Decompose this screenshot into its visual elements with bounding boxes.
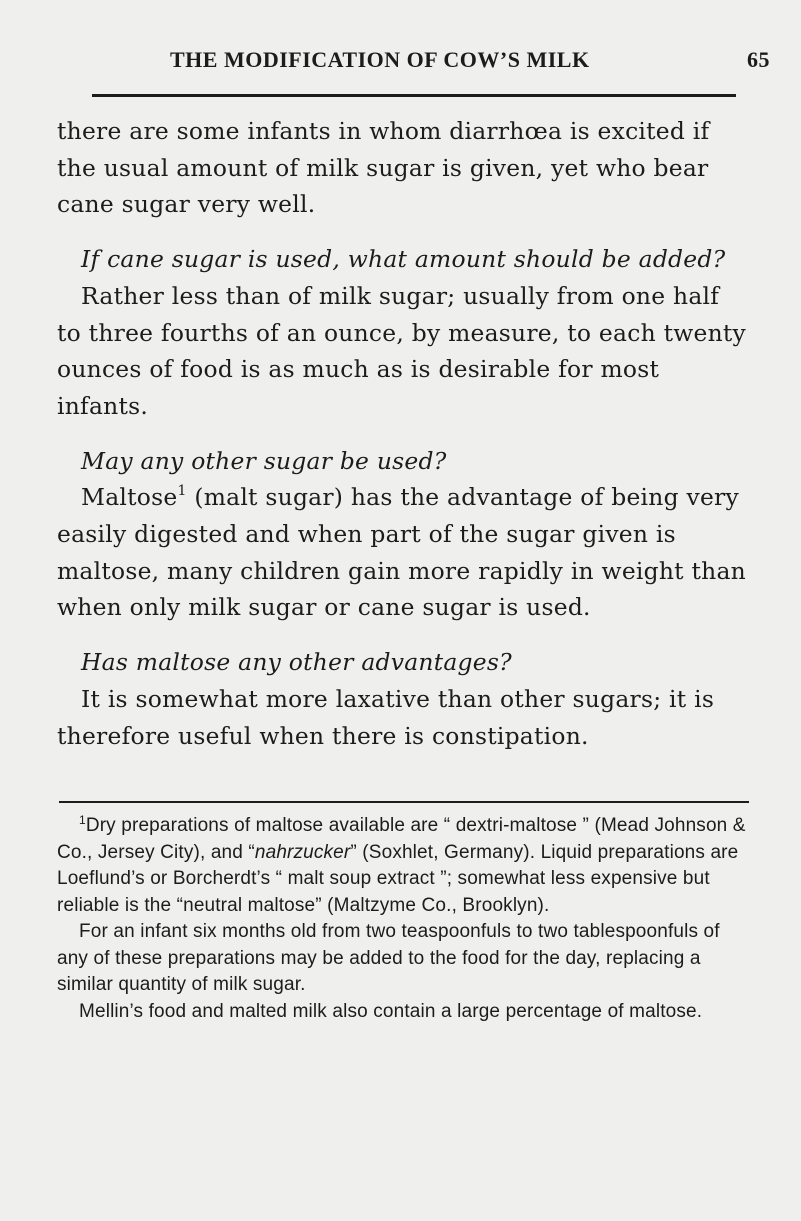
running-title: THE MODIFICATION OF COW’S MILK — [170, 47, 590, 72]
question-other-sugar — [57, 443, 747, 480]
paragraph-continuation: there are some infants in whom diarrhœa is excited if the usual amount of milk sugar is given, yet who bear cane sugar very well. — [57, 117, 710, 219]
footnote-paragraph-1 — [57, 813, 753, 919]
answer-maltose-advantages: It is somewhat more laxative than other sugars; it is therefore useful when there is constipation. — [57, 684, 715, 750]
question-other-sugar-text: May any other sugar be used? — [81, 446, 447, 475]
answer-other-sugar — [57, 479, 747, 626]
footnote-text-a: Dry preparations of maltose available are “ dextri-maltose ” (Mead Johnson & Co., Jersey City), and “ — [57, 815, 746, 863]
question-maltose-advantages: Has maltose any other advantages? — [81, 648, 512, 677]
header-rule — [92, 94, 736, 97]
maltose-term: Maltose — [81, 483, 178, 512]
answer-other-sugar-rest: (malt sugar) has the advantage of being very easily digested and when part of the sugar given is maltose, many children gain more rapidly in weight than when only milk sugar or cane sugar is used. — [57, 483, 746, 622]
footnote-italic-term: nahrzucker — [254, 841, 351, 863]
footnote — [57, 813, 753, 1025]
body-text — [57, 113, 747, 754]
question-cane-sugar: If cane sugar is used, what amount should be added? — [81, 245, 726, 274]
footnote-rule — [59, 801, 749, 803]
footnote-reference: 1 — [177, 483, 187, 500]
footnote-paragraph-2: For an infant six months old from two teaspoonfuls to two tablespoonfuls of any of these preparations may be added to the food for the day, replacing a similar quantity of milk sugar. — [57, 921, 720, 995]
page-number: 65 — [747, 47, 770, 72]
footnote-text-b: ” (Soxhlet, Germany). Liquid preparations are Loeflund’s or Borcherdt’s “ malt soup extract ”; somewhat less expensive but reliable is the “neutral maltose” (Maltzyme Co., Brooklyn). — [57, 841, 739, 916]
answer-cane-sugar: Rather less than of milk sugar; usually from one half to three fourths of an ounce, by measure, to each twenty ounces of food is as much as is desirable for most infants. — [57, 281, 747, 420]
footnote-paragraph-3: Mellin’s food and malted milk also contain a large percentage of maltose. — [79, 1000, 703, 1022]
footnote-marker: 1 — [79, 813, 86, 827]
